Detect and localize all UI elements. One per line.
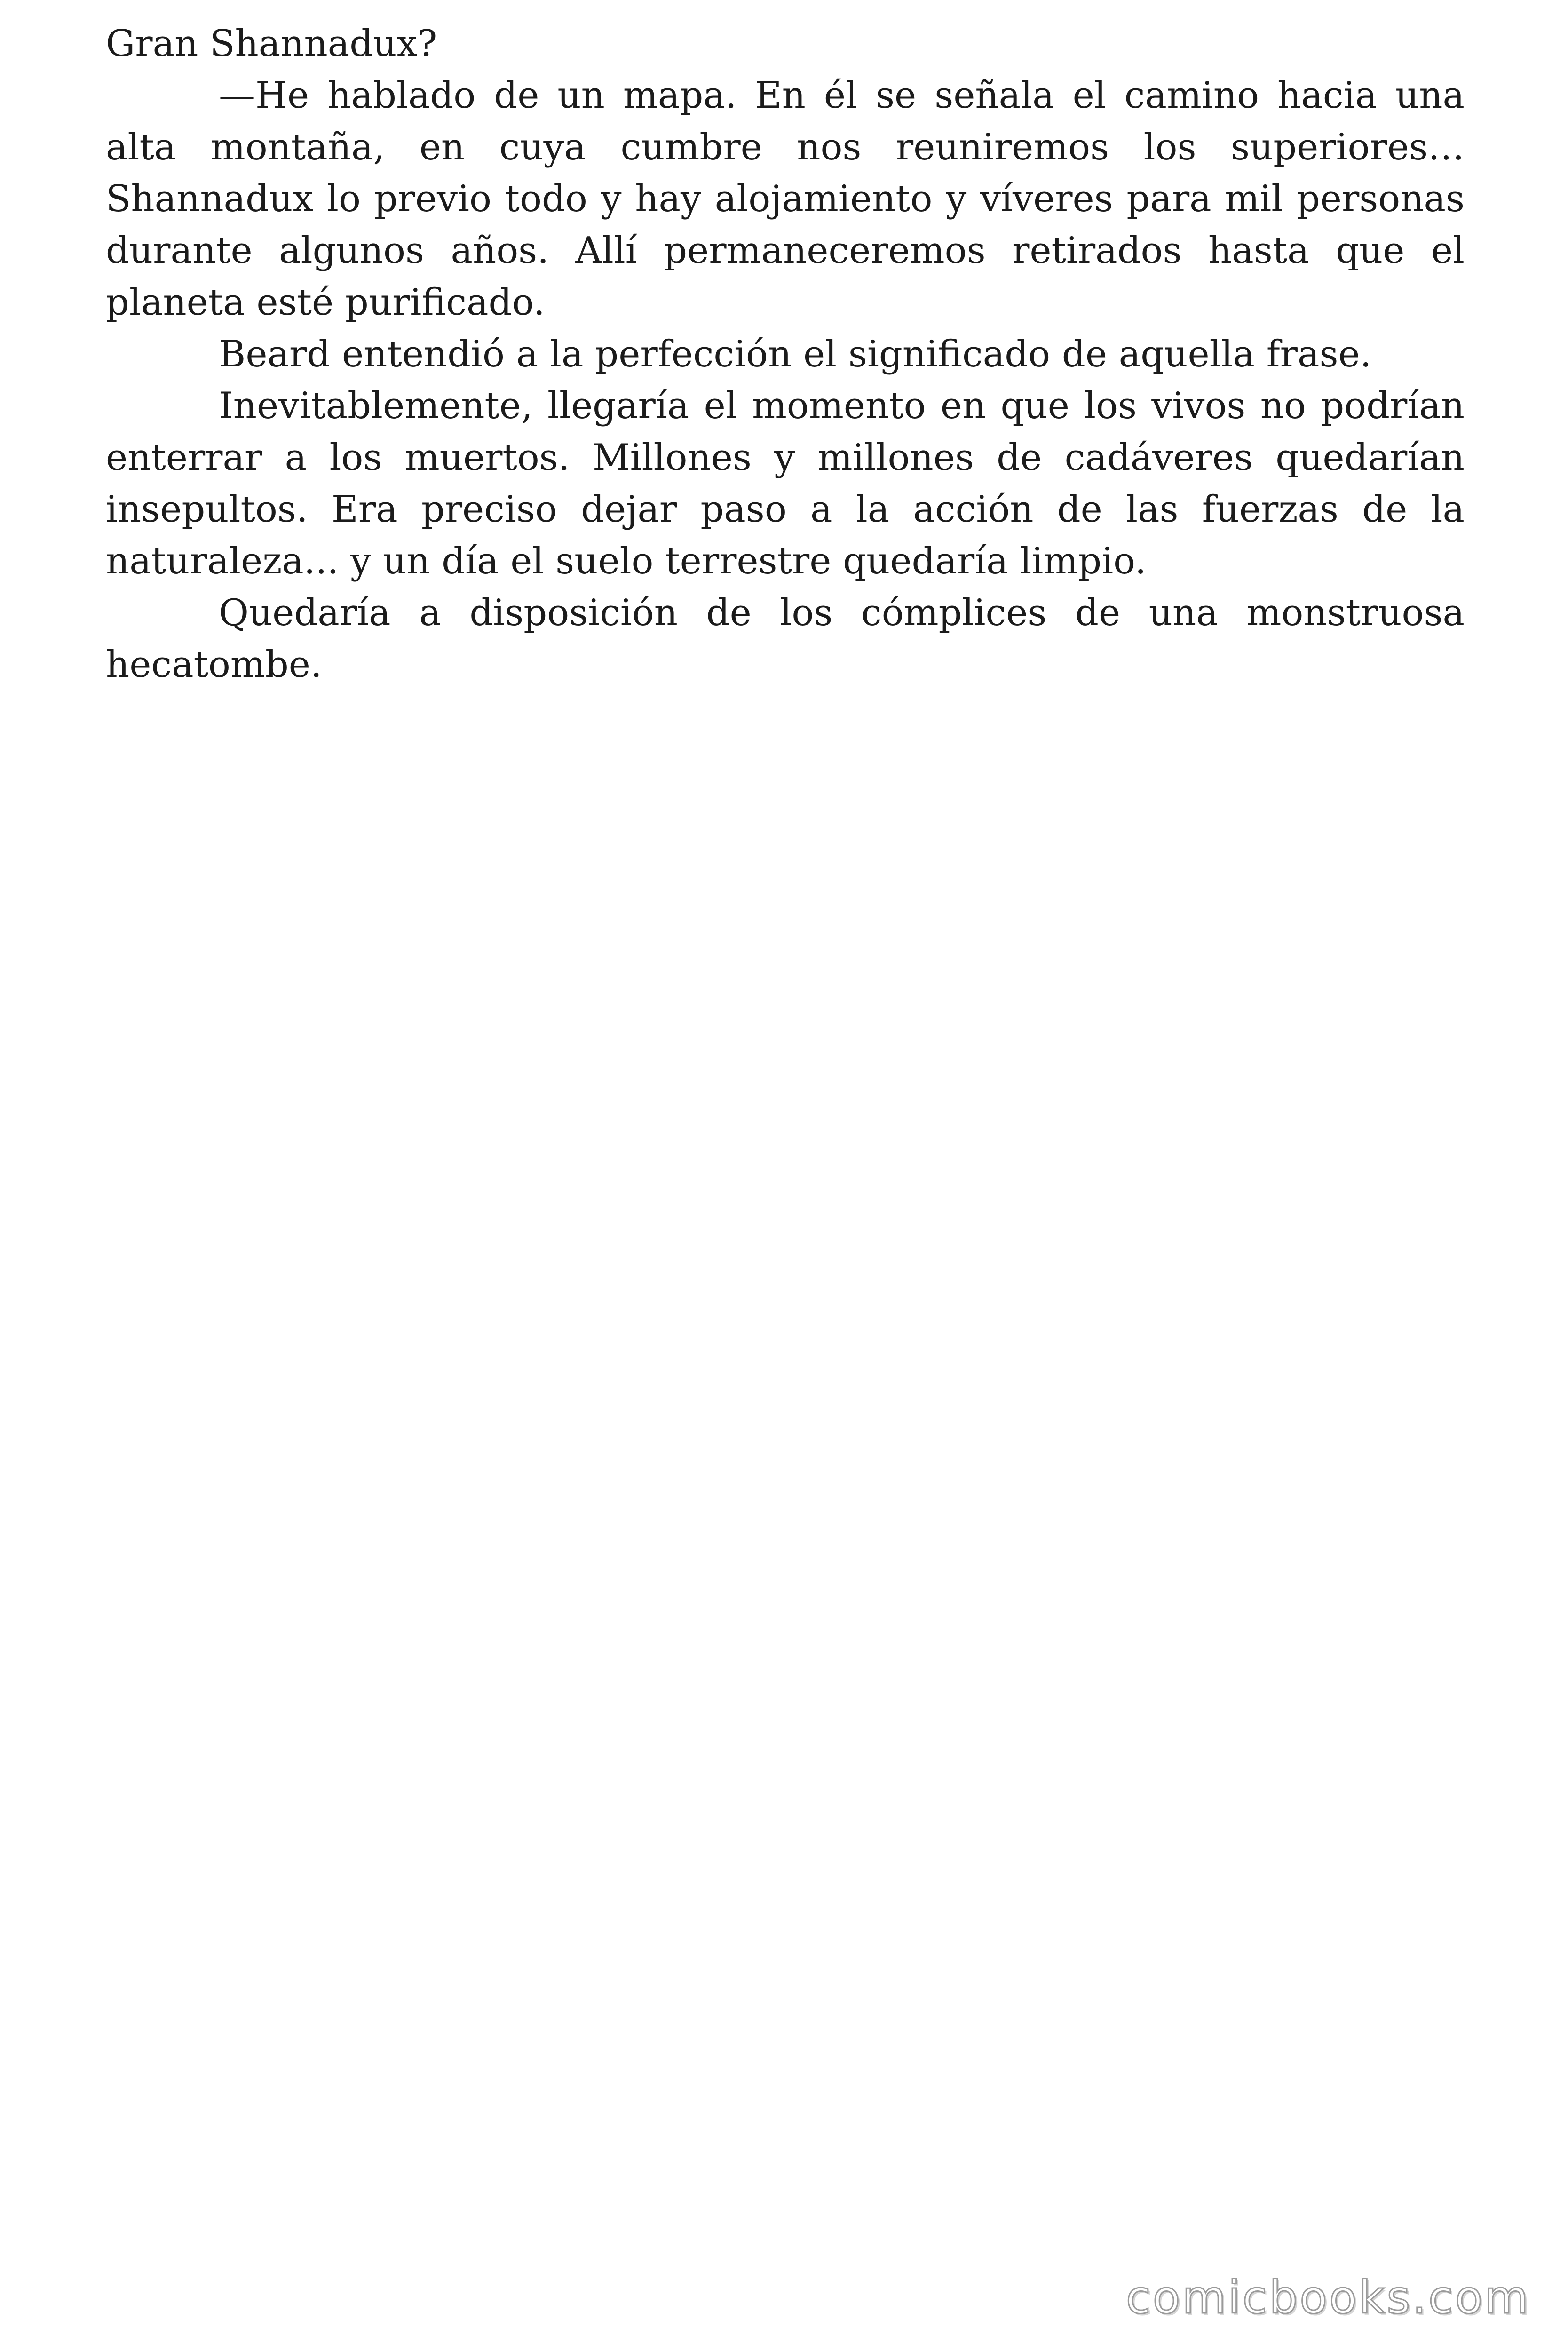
paragraph-4: Inevitablemente, llegaría el momento en que los vivos no podrían enterrar a los muertos. Millones y millones de cadáveres quedarían insepultos. Era preciso dejar paso a la acción de las fuerzas de la naturaleza... y un día el suelo terrestre quedaría limpio.	[106, 385, 1465, 582]
document-page	[106, 18, 1465, 691]
watermark-logo: comicbooks.com	[1125, 2271, 1530, 2324]
paragraph-3: Beard entendió a la perfección el significado de aquella frase.	[219, 333, 1372, 375]
paragraph-2: —He hablado de un mapa. En él se señala el camino hacia una alta montaña, en cuya cumbre nos reuniremos los superiores… Shannadux lo previo todo y hay alojamiento y víveres para mil personas durante algunos años. Allí permaneceremos retirados hasta que el planeta esté purificado.	[106, 74, 1465, 324]
paragraph-1: Gran Shannadux?	[106, 23, 437, 65]
paragraph-5: Quedaría a disposición de los cómplices de una monstruosa hecatombe.	[106, 592, 1465, 686]
